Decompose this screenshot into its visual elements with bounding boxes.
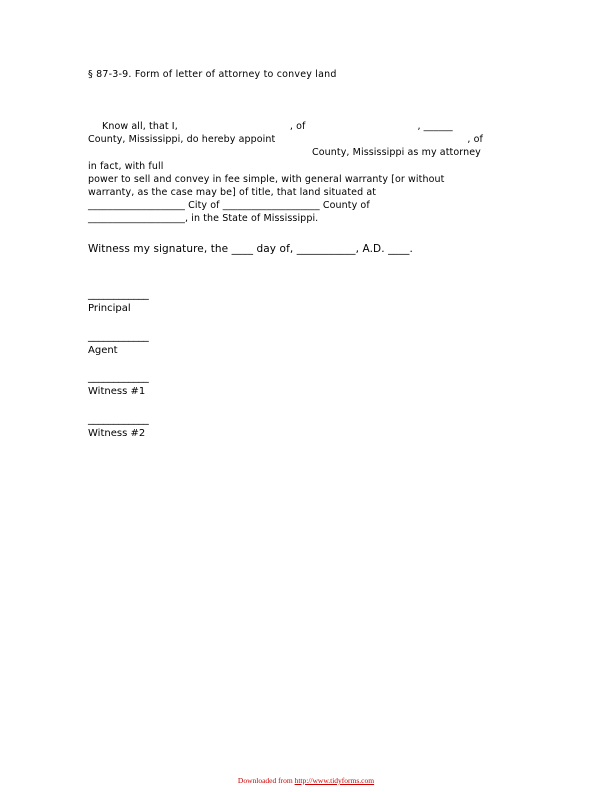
- body-line-2-a: County, Mississippi, do hereby appoint: [88, 134, 276, 146]
- signature-block-witness-1: [88, 371, 149, 398]
- body-line-1-a: Know all, that I,: [102, 121, 178, 132]
- signature-rule: ____________: [88, 371, 149, 383]
- signature-label-witness-2: Witness #2: [88, 428, 146, 439]
- body-line-2: [88, 133, 492, 146]
- footer-attribution: [0, 776, 612, 785]
- signature-label-witness-1: Witness #1: [88, 386, 146, 397]
- body-line-3: [88, 146, 492, 172]
- body-line-7: ____________________, in the State of Mississippi.: [88, 213, 319, 225]
- witness-statement: Witness my signature, the ____ day of, ___________, A.D. ____.: [88, 243, 413, 255]
- signature-label-principal: Principal: [88, 303, 131, 314]
- body-line-4: power to sell and convey in fee simple, with general warranty [or without: [88, 173, 445, 185]
- body-line-6: ____________________ City of ____________________ County of: [88, 200, 370, 212]
- signature-block-principal: [88, 288, 149, 315]
- body-line-2-b: , of: [467, 134, 483, 146]
- signature-rule: ____________: [88, 413, 149, 425]
- body-line-1: [88, 120, 492, 133]
- signature-block-agent: [88, 330, 149, 357]
- body-line-3-text: County, Mississippi as my attorney in fact, with full: [88, 147, 481, 172]
- signature-rule: ____________: [88, 330, 149, 342]
- signature-block-witness-2: [88, 413, 149, 440]
- footer-url[interactable]: http://www.tidyforms.com: [294, 776, 375, 785]
- signature-label-agent: Agent: [88, 345, 118, 356]
- signature-rule: ____________: [88, 288, 149, 300]
- page-title: § 87-3-9. Form of letter of attorney to convey land: [88, 69, 337, 80]
- body-line-1-b: , of: [289, 121, 306, 132]
- footer-prefix: Downloaded from: [237, 776, 295, 785]
- body-line-1-c: , ______: [417, 121, 453, 132]
- document-body: [88, 120, 492, 226]
- body-line-5: warranty, as the case may be] of title, that land situated at: [88, 187, 377, 199]
